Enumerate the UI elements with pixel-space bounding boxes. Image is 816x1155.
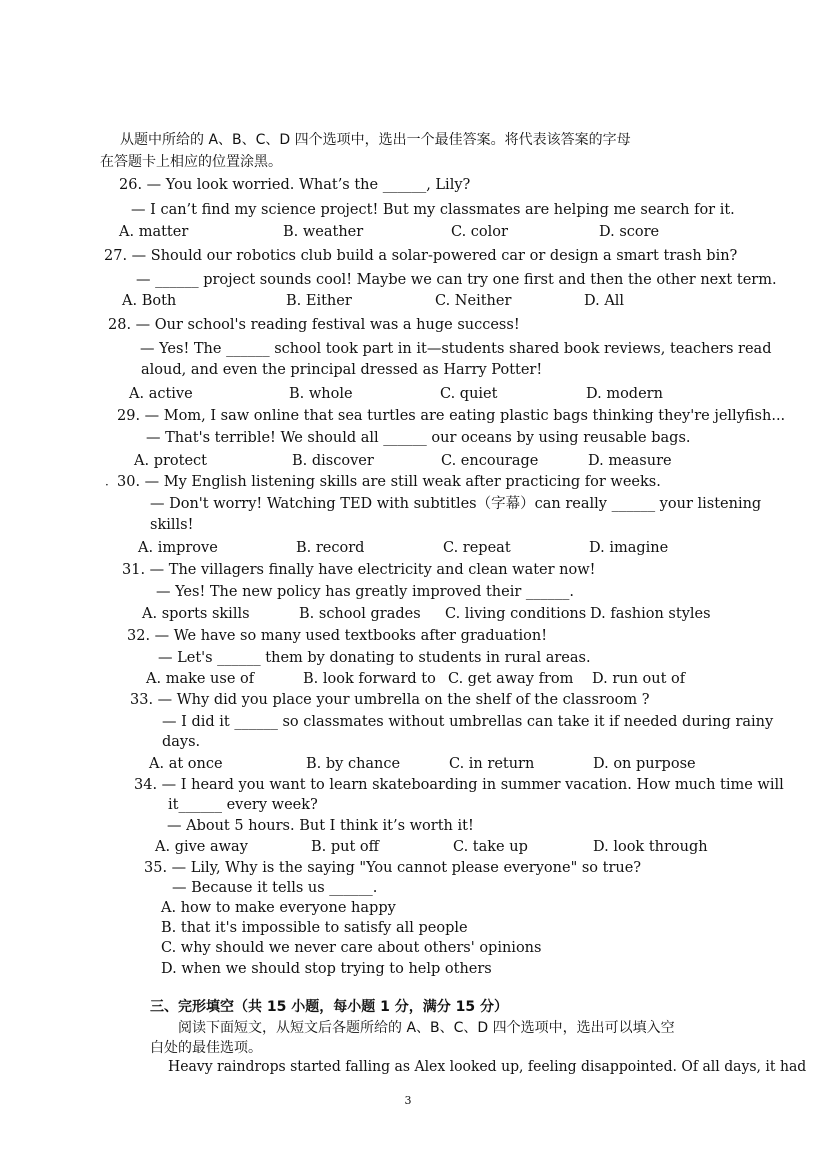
option-b[interactable]: B. record: [296, 540, 365, 556]
option-b[interactable]: B. Either: [286, 293, 352, 309]
option-a[interactable]: A. active: [129, 386, 193, 402]
question-33-reply: — I did it ______ so classmates without umbrellas can take it if needed during rainy: [162, 714, 774, 730]
option-d[interactable]: D. look through: [593, 839, 708, 855]
section-3-heading: 三、完形填空（共 15 小题，每小题 1 分，满分 15 分）: [150, 999, 508, 1015]
question-28-reply: — Yes! The ______ school took part in it—students shared book reviews, teachers read: [140, 341, 772, 357]
question-34-prompt: 34. — I heard you want to learn skateboarding in summer vacation. How much time will: [134, 777, 784, 793]
question-31-prompt: 31. — The villagers finally have electricity and clean water now!: [122, 562, 596, 578]
option-d[interactable]: D. imagine: [589, 540, 669, 556]
option-c[interactable]: C. in return: [449, 756, 535, 772]
question-33-prompt: 33. — Why did you place your umbrella on the shelf of the classroom ?: [130, 692, 650, 708]
option-a[interactable]: A. make use of: [146, 671, 255, 687]
question-35-option-c[interactable]: C. why should we never care about others' opinions: [161, 940, 542, 956]
option-a[interactable]: A. at once: [149, 756, 223, 772]
question-31-reply: — Yes! The new policy has greatly improved their ______.: [156, 584, 574, 600]
option-a[interactable]: A. Both: [122, 293, 177, 309]
question-26-prompt: 26. — You look worried. What’s the ______, Lily?: [119, 177, 471, 193]
option-b[interactable]: B. weather: [283, 224, 364, 240]
question-35-option-a[interactable]: A. how to make everyone happy: [161, 900, 396, 916]
question-33-reply-cont: days.: [162, 734, 201, 750]
option-b[interactable]: B. discover: [292, 453, 374, 469]
question-35-prompt: 35. — Lily, Why is the saying "You cannot please everyone" so true?: [144, 860, 642, 876]
option-c[interactable]: C. repeat: [443, 540, 511, 556]
option-b[interactable]: B. by chance: [306, 756, 401, 772]
question-34-prompt-cont: it______ every week?: [168, 797, 318, 813]
question-30-prompt: 30. — My English listening skills are still weak after practicing for weeks.: [117, 474, 661, 490]
question-30-reply-cont: skills!: [150, 517, 194, 533]
section-3-instruction-1: 阅读下面短文，从短文后各题所给的 A、B、C、D 四个选项中，选出可以填入空: [178, 1020, 675, 1036]
passage-first-line: Heavy raindrops started falling as Alex looked up, feeling disappointed. Of all days, it had: [168, 1059, 807, 1075]
option-d[interactable]: D. measure: [588, 453, 672, 469]
question-35-option-d[interactable]: D. when we should stop trying to help others: [161, 961, 492, 977]
option-d[interactable]: D. on purpose: [593, 756, 696, 772]
question-28-prompt: 28. — Our school's reading festival was a huge success!: [108, 317, 520, 333]
question-27-reply: — ______ project sounds cool! Maybe we can try one first and then the other next term.: [136, 272, 777, 288]
option-a[interactable]: A. give away: [155, 839, 248, 855]
question-35-reply: — Because it tells us ______.: [172, 880, 378, 896]
option-a[interactable]: A. improve: [138, 540, 218, 556]
instruction-line-1: 从题中所给的 A、B、C、D 四个选项中，选出一个最佳答案。将代表该答案的字母: [120, 132, 631, 148]
option-c[interactable]: C. get away from: [448, 671, 574, 687]
question-29-reply: — That's terrible! We should all ______ our oceans by using reusable bags.: [146, 430, 691, 446]
page-number: 3: [404, 1094, 412, 1107]
option-d[interactable]: D. All: [584, 293, 625, 309]
option-c[interactable]: C. encourage: [441, 453, 539, 469]
instruction-line-2: 在答题卡上相应的位置涂黑。: [100, 154, 282, 170]
option-a[interactable]: A. sports skills: [142, 606, 250, 622]
option-b[interactable]: B. whole: [289, 386, 353, 402]
option-c[interactable]: C. Neither: [435, 293, 512, 309]
question-27-prompt: 27. — Should our robotics club build a solar-powered car or design a smart trash bin?: [104, 248, 738, 264]
option-d[interactable]: D. run out of: [592, 671, 686, 687]
option-c[interactable]: C. living conditions: [445, 606, 587, 622]
question-32-prompt: 32. — We have so many used textbooks after graduation!: [127, 628, 548, 644]
option-d[interactable]: D. score: [599, 224, 660, 240]
question-26-reply: — I can’t find my science project! But my classmates are helping me search for it.: [131, 202, 735, 218]
option-d[interactable]: D. modern: [586, 386, 663, 402]
option-c[interactable]: C. quiet: [440, 386, 498, 402]
question-28-reply-cont: aloud, and even the principal dressed as Harry Potter!: [141, 362, 543, 378]
margin-mark: ·: [105, 478, 109, 492]
option-a[interactable]: A. matter: [119, 224, 189, 240]
option-d[interactable]: D. fashion styles: [590, 606, 711, 622]
question-34-reply: — About 5 hours. But I think it’s worth it!: [167, 818, 474, 834]
option-b[interactable]: B. look forward to: [303, 671, 436, 687]
question-29-prompt: 29. — Mom, I saw online that sea turtles are eating plastic bags thinking they're jellyfish...: [117, 408, 786, 424]
option-b[interactable]: B. school grades: [299, 606, 421, 622]
question-32-reply: — Let's ______ them by donating to students in rural areas.: [158, 650, 591, 666]
question-30-reply: — Don't worry! Watching TED with subtitles（字幕）can really ______ your listening: [150, 496, 762, 512]
option-c[interactable]: C. take up: [453, 839, 528, 855]
option-b[interactable]: B. put off: [311, 839, 379, 855]
option-c[interactable]: C. color: [451, 224, 508, 240]
option-a[interactable]: A. protect: [134, 453, 207, 469]
section-3-instruction-2: 白处的最佳选项。: [150, 1040, 262, 1056]
question-35-option-b[interactable]: B. that it's impossible to satisfy all people: [161, 920, 468, 936]
